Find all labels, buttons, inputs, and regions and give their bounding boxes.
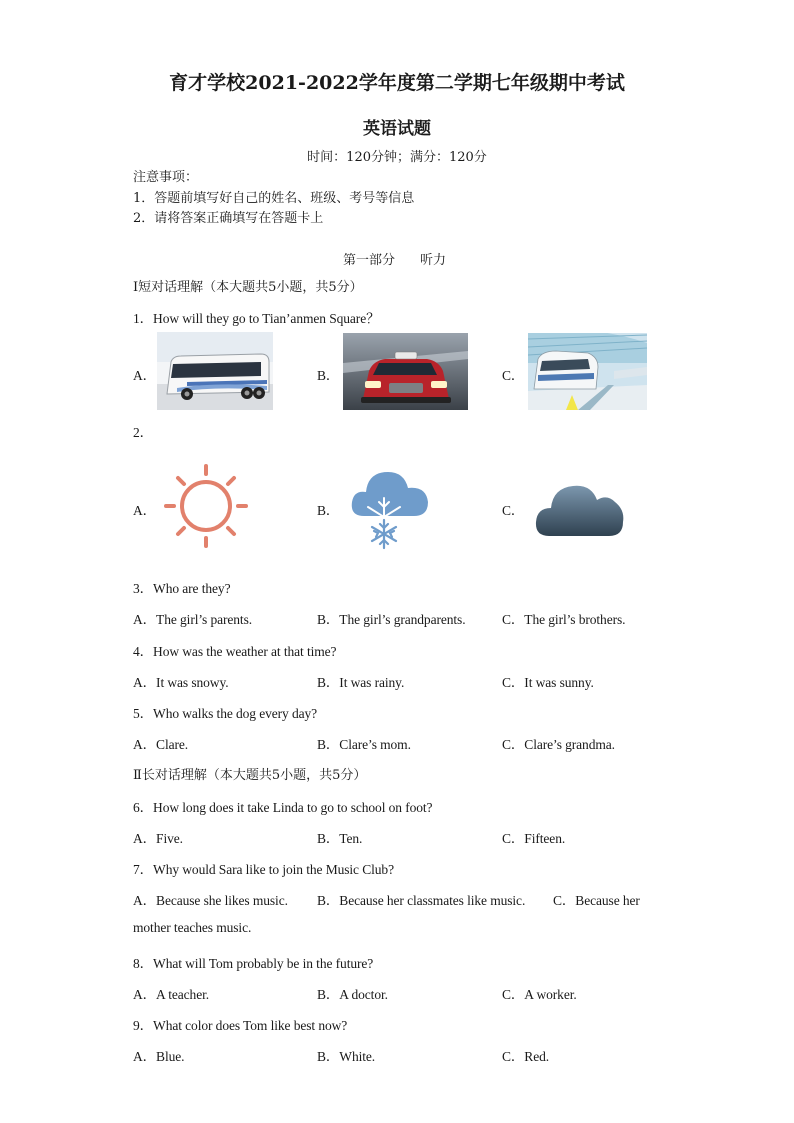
q6-option-a: A．Five. [133,831,183,846]
q4-option-c: C．It was sunny. [502,675,594,690]
section-2-title: Ⅱ长对话理解（本大题共5小题，共5分） [133,768,367,783]
bus-icon [157,332,273,410]
q5-stem: 5．Who walks the dog every day? [133,706,318,721]
q5-option-b: B．Clare’s mom. [317,737,411,752]
cloud-icon [535,476,625,538]
q2-option-a: A． [133,503,157,518]
part-title-b: 听力 [420,253,447,268]
q9-stem: 9．What color does Tom like best now? [133,1018,348,1033]
q5-option-c: C．Clare’s grandma. [502,737,615,752]
train-icon [528,333,647,410]
q8-option-a: A．A teacher. [133,987,210,1002]
exam-subtitle: 英语试题 [363,119,431,139]
q3-stem: 3．Who are they? [133,581,231,596]
q2-option-b: B． [317,503,340,518]
q8-stem: 8．What will Tom probably be in the future? [133,956,374,971]
taxi-icon [343,333,468,410]
q3-option-c: C．The girl’s brothers. [502,612,626,627]
part-title-a: 第一部分 [343,253,396,268]
q8-option-b: B．A doctor. [317,987,388,1002]
note-item-1: 1．答题前填写好自己的姓名、班级、考号等信息 [133,191,415,206]
q6-option-c: C．Fifteen. [502,831,566,846]
exam-title: 育才学校2021-2022学年度第二学期七年级期中考试 [169,72,625,94]
time-score: 时间：120分钟；满分：120分 [307,150,487,165]
q1-option-c: C． [502,368,525,383]
q9-option-a: A．Blue. [133,1049,185,1064]
q7-option-c-end: mother teaches music. [133,920,252,935]
q2-option-c: C． [502,503,525,518]
q3-option-b: B．The girl’s grandparents. [317,612,466,627]
q6-option-b: B．Ten. [317,831,363,846]
q1-stem: 1．How will they go to Tian’anmen Square？ [133,311,380,326]
q6-stem: 6．How long does it take Linda to go to school on foot? [133,800,433,815]
q9-option-b: B．White. [317,1049,376,1064]
sun-icon [163,463,249,549]
q5-option-a: A．Clare. [133,737,189,752]
q4-option-a: A．It was snowy. [133,675,229,690]
q7-option-b: B．Because her classmates like music. [317,893,526,908]
note-item-2: 2．请将答案正确填写在答题卡上 [133,211,324,226]
q4-option-b: B．It was rainy. [317,675,405,690]
q7-stem: 7．Why would Sara like to join the Music Club? [133,862,394,877]
q1-option-b: B． [317,368,340,383]
q4-stem: 4．How was the weather at that time? [133,644,337,659]
q9-option-c: C．Red. [502,1049,550,1064]
q8-option-c: C．A worker. [502,987,577,1002]
section-1-title: Ⅰ短对话理解（本大题共5小题，共5分） [133,280,363,295]
notes-label: 注意事项： [133,170,199,185]
snow-cloud-icon [350,464,430,550]
q2-stem: 2． [133,425,154,440]
q7-option-c-start: C．Because her [553,893,640,908]
q1-option-a: A． [133,368,157,383]
q7-option-a: A．Because she likes music. [133,893,288,908]
q3-option-a: A．The girl’s parents. [133,612,252,627]
